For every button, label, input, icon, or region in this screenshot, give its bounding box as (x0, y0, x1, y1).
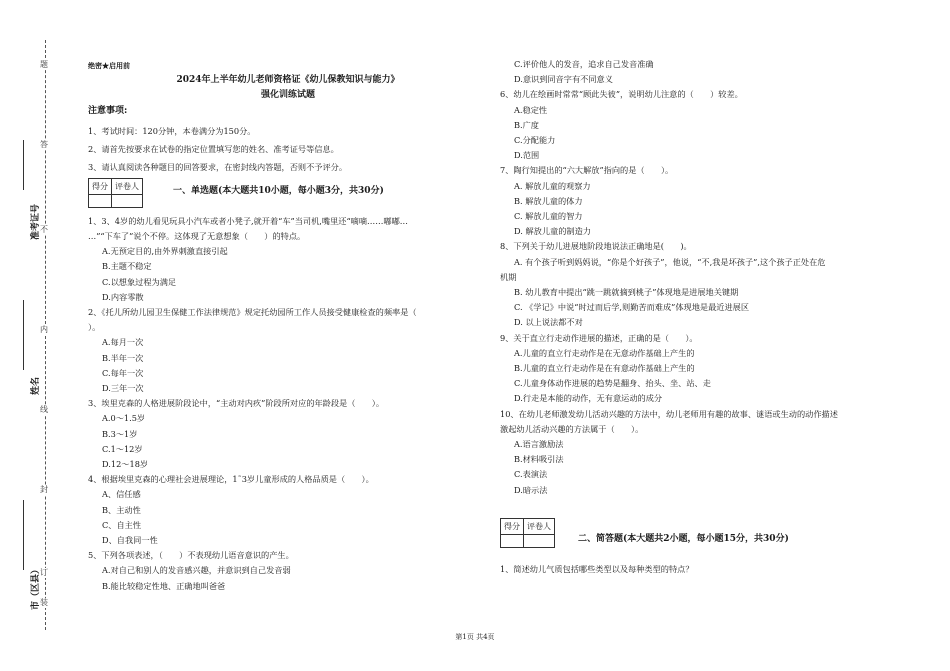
page-footer: 第1页 共4页 (455, 633, 495, 641)
exam-subtitle: 强化训练试题 (260, 90, 315, 101)
seal-dashed-line (45, 40, 46, 630)
option: B. 解放儿童的体力 (514, 195, 583, 206)
option: C.1～12岁 (102, 443, 143, 454)
question-2-cont: ）。 (88, 322, 101, 333)
notice-item: 3、请认真阅读各种题目的回答要求，在密封线内答题，否则不予评分。 (88, 161, 348, 172)
exam-number-label: 准考证号 (31, 203, 41, 240)
option: C.以想象过程为满足 (102, 276, 177, 287)
option: C.评价他人的发音，追求自己发音准确 (514, 59, 654, 69)
question-3: 3、埃里克森的人格进展阶段论中，“主动对内疚”阶段所对应的年龄段是（ ）。 (88, 398, 385, 409)
question-10: 10、在幼儿老师激发幼儿活动兴趣的方法中，幼儿老师用有趣的故事、谜语或生动的动作描述 (500, 408, 838, 419)
exam-title: 2024年上半年幼儿老师资格证《幼儿保教知识与能力》 (176, 75, 400, 86)
short-answer-question-1: 1、简述幼儿气质包括哪些类型以及每种类型的特点？ (500, 563, 694, 574)
option: A.稳定性 (514, 104, 548, 115)
seal-char: 装 (40, 598, 48, 607)
notice-list (88, 122, 488, 176)
reviewer-cell-label: 评卷人 (112, 178, 143, 194)
option: A.儿童的直立行走动作是在无意动作基础上产生的 (514, 347, 695, 358)
option: C. 《学记》中说“时过而后学,则勤苦而难成”体现地是最近进展区 (514, 302, 750, 313)
option: D.暗示法 (514, 484, 548, 495)
seal-char: 题 (40, 60, 48, 69)
question-1: 1、3、4岁的幼儿看见玩具小汽车或者小凳子,就开着“车”当司机,嘴里还“嘀嘀……嘟嘟… (88, 215, 408, 226)
notice-item: 2、请首先按要求在试卷的指定位置填写您的姓名、准考证号等信息。 (88, 143, 339, 154)
seal-char: 答 (40, 140, 48, 149)
option: B.3～1岁 (102, 428, 138, 439)
option: B.材料吸引法 (514, 454, 564, 465)
question-10-cont: 激起幼儿活动兴趣的方法属于（ ）。 (500, 423, 644, 434)
notice-heading: 注意事项: (88, 105, 128, 116)
option: C.每年一次 (102, 367, 144, 378)
reviewer-cell (524, 535, 555, 548)
option: B.广度 (514, 119, 539, 130)
option: A.语言激励法 (514, 439, 564, 450)
binding-margin (0, 0, 70, 671)
option: D.内容零散 (102, 291, 144, 302)
option: A、信任感 (102, 489, 141, 500)
option: A. 有个孩子听到妈妈说，“你是个好孩子”，他说，“不,我是坏孩子”,这个孩子正处在危 (514, 256, 826, 267)
option: C.儿童身体动作进展的趋势是翻身、抬头、坐、站、走 (514, 378, 711, 389)
section2-heading: 二、简答题(本大题共2小题，每小题15分，共30分) (578, 533, 789, 544)
option: A.0～1.5岁 (102, 413, 146, 424)
score-cell-label: 得分 (89, 178, 112, 194)
option: C.表演法 (514, 469, 548, 480)
seal-char: 不 (40, 225, 48, 234)
option: C、自主性 (102, 519, 142, 530)
option: B.能比较稳定性地、正确地叫爸爸 (102, 580, 226, 591)
question-1-cont: …”“下车了”说个不停。这体现了无意想象（ ）的特点。 (88, 231, 306, 242)
option: C. 解放儿童的智力 (514, 211, 583, 222)
seal-char: 订 (40, 568, 48, 577)
option: C.分配能力 (514, 135, 556, 146)
question-4: 4、根据埃里克森的心理社会进展理论，1˜3岁儿童形成的人格品质是（ ）。 (88, 474, 374, 485)
option: D. 解放儿童的制造力 (514, 226, 591, 237)
score-table (500, 518, 555, 548)
option: A.每月一次 (102, 337, 144, 348)
question-5: 5、下列各项表述，（ ）不表现幼儿语音意识的产生。 (88, 550, 294, 561)
question-9: 9、关于直立行走动作进展的描述，正确的是（ ）。 (500, 332, 698, 343)
notice-item: 1、考试时间：120分钟，本卷满分为150分。 (88, 125, 256, 136)
section2-score-row (500, 518, 920, 544)
option-cont: 机期 (500, 271, 517, 282)
question-8: 8、下列关于幼儿进展地阶段地说法正确地是( )。 (500, 241, 692, 252)
seal-char: 封 (40, 485, 48, 494)
left-column (88, 58, 488, 594)
option: D、自我同一性 (102, 535, 158, 546)
option: A. 解放儿童的观察力 (514, 180, 591, 191)
score-cell (501, 535, 524, 548)
district-line (23, 500, 24, 570)
option: D. 以上说法都不对 (514, 317, 583, 328)
reviewer-cell (112, 195, 143, 208)
option: B.半年一次 (102, 352, 144, 363)
question-6: 6、幼儿在绘画时常常“顾此失彼”，说明幼儿注意的（ ）较差。 (500, 89, 743, 100)
exam-number-line (23, 140, 24, 190)
score-cell (89, 195, 112, 208)
seal-char: 内 (40, 325, 48, 334)
secret-mark: 绝密★启用前 (88, 61, 130, 70)
section1-heading: 一、单选题(本大题共10小题，每小题3分，共30分) (173, 185, 384, 196)
name-line (23, 300, 24, 370)
seal-char: 线 (40, 405, 48, 414)
option: A.对自己和别人的发音感兴趣，并意识到自己发音弱 (102, 565, 291, 576)
right-column (500, 57, 920, 577)
option: B、主动性 (102, 504, 141, 515)
question-7: 7、陶行知提出的“六大解放”指向的是（ ）。 (500, 165, 674, 176)
name-label: 姓名 (31, 376, 41, 395)
reviewer-cell-label: 评卷人 (524, 518, 555, 534)
option: D.三年一次 (102, 383, 144, 394)
score-table (88, 178, 143, 208)
question-2: 2、《托儿所幼儿园卫生保健工作法律规范》规定托幼园所工作人员接受健康检查的频率是（ (88, 307, 417, 318)
option: B.主题不稳定 (102, 261, 152, 272)
option: B. 幼儿教育中提出“跳一跳就摘到桃子”体现地是进展地关键期 (514, 287, 739, 298)
option: A.无预定目的,由外界刺激直接引起 (102, 246, 228, 257)
option: D.范围 (514, 150, 540, 161)
district-label: 市（区县） (31, 564, 41, 610)
section1-score-row (88, 178, 488, 204)
option: D.行走是本能的动作，无有意运动的成分 (514, 393, 663, 404)
option: D.12～18岁 (102, 459, 149, 470)
option: D.意识到同音字有不同意义 (514, 74, 613, 85)
score-cell-label: 得分 (501, 518, 524, 534)
option: B.儿童的直立行走动作是在有意动作基础上产生的 (514, 363, 695, 374)
